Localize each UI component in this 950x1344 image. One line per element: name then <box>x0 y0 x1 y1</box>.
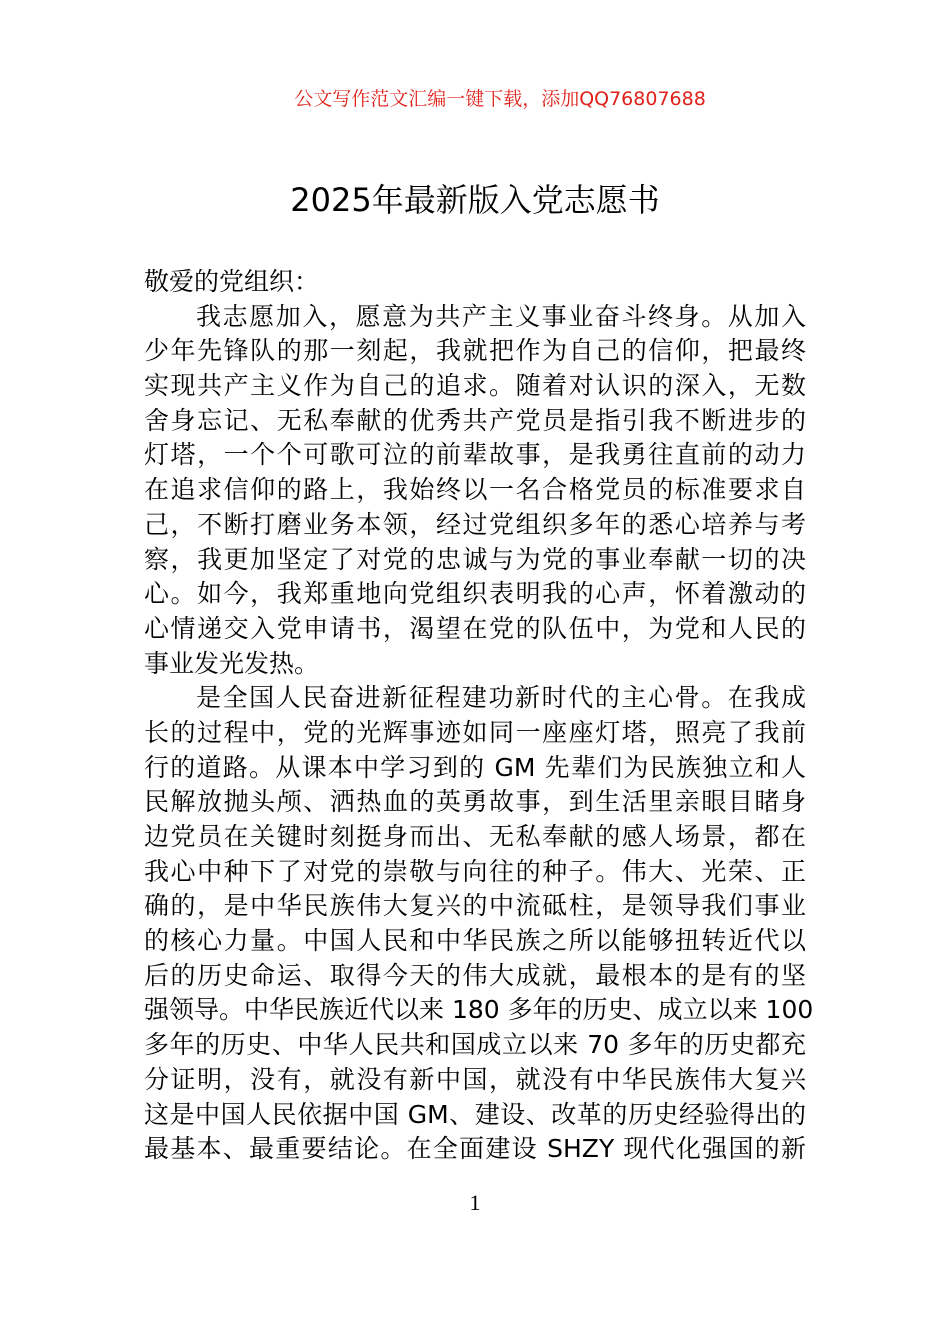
text-line: 最基本、最重要结论。在全面建设 SHZY 现代化强国的新 <box>144 1134 806 1164</box>
text-line: 心。如今，我郑重地向党组织表明我的心声，怀着激动的 <box>144 579 806 609</box>
salutation: 敬爱的党组织： <box>144 267 320 296</box>
text-line: 舍身忘记、无私奉献的优秀共产党员是指引我不断进步的 <box>144 405 806 435</box>
text-line: 这是中国人民依据中国 GM、建设、改革的历史经验得出的 <box>144 1099 806 1129</box>
text-line: 灯塔，一个个可歌可泣的前辈故事，是我勇往直前的动力 <box>144 440 806 470</box>
text-line: 行的道路。从课本中学习到的 GM 先辈们为民族独立和人 <box>144 752 806 782</box>
text-line: 事业发光发热。 <box>144 648 320 678</box>
text-line: 确的，是中华民族伟大复兴的中流砥柱，是领导我们事业 <box>144 891 806 921</box>
text-line: 后的历史命运、取得今天的伟大成就，最根本的是有的坚 <box>144 960 806 990</box>
text-line: 分证明，没有，就没有新中国，就没有中华民族伟大复兴 <box>144 1064 806 1094</box>
text-line: 多年的历史、中华人民共和国成立以来 70 多年的历史都充 <box>144 1030 806 1060</box>
text-line: 长的过程中，党的光辉事迹如同一座座灯塔，照亮了我前 <box>144 717 806 747</box>
text-line: 实现共产主义作为自己的追求。随着对认识的深入，无数 <box>144 371 806 401</box>
text-line: 强领导。中华民族近代以来 180 多年的历史、成立以来 100 <box>144 995 814 1025</box>
text-line: 察，我更加坚定了对党的忠诚与为党的事业奉献一切的决 <box>144 544 806 574</box>
text-line: 我心中种下了对党的崇敬与向往的种子。伟大、光荣、正 <box>144 856 806 886</box>
text-line: 少年先锋队的那一刻起，我就把作为自己的信仰，把最终 <box>144 336 806 366</box>
document-title: 2025年最新版入党志愿书 <box>290 181 660 219</box>
text-line: 在追求信仰的路上，我始终以一名合格党员的标准要求自 <box>144 475 806 505</box>
text-line: 的核心力量。中国人民和中华民族之所以能够扭转近代以 <box>144 926 806 956</box>
text-line: 是全国人民奋进新征程建功新时代的主心骨。在我成 <box>196 683 806 713</box>
text-line: 民解放抛头颅、洒热血的英勇故事，到生活里亲眼目睹身 <box>144 787 806 817</box>
page-number: 1 <box>469 1190 481 1215</box>
text-line: 心情递交入党申请书，渴望在党的队伍中，为党和人民的 <box>144 613 806 643</box>
promo-header: 公文写作范文汇编一键下载，添加QQ76807688 <box>294 88 706 110</box>
text-line: 我志愿加入，愿意为共产主义事业奋斗终身。从加入 <box>196 301 806 331</box>
text-line: 己，不断打磨业务本领，经过党组织多年的悉心培养与考 <box>144 509 806 539</box>
text-line: 边党员在关键时刻挺身而出、无私奉献的感人场景，都在 <box>144 822 806 851</box>
document-body <box>144 265 814 1167</box>
